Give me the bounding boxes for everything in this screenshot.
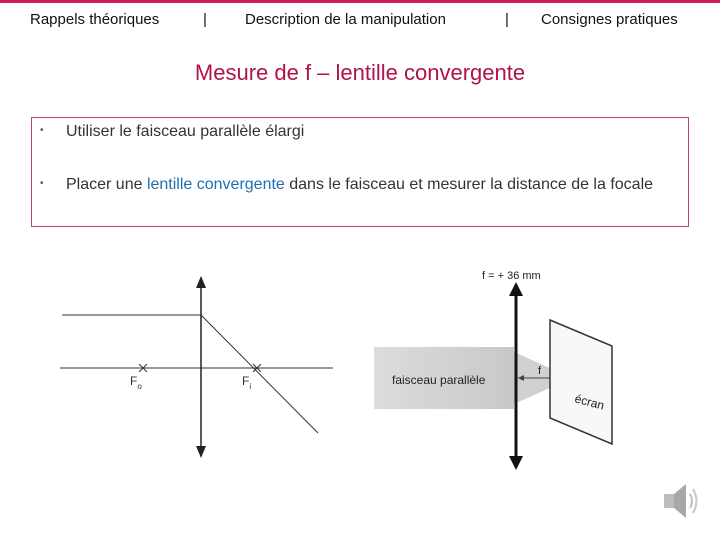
instruction-1: Utiliser le faisceau parallèle élargi [66,123,305,140]
nav-tab-consignes-pratiques[interactable]: Consignes pratiques [541,11,678,28]
instruction-2-end: dans le faisceau et mesurer la distance de la focale [284,176,654,193]
bullet-marker: • [40,125,44,136]
lens-arrow-bottom [196,446,206,458]
focal-length-label: f = + 36 mm [482,270,541,282]
nav-separator: | [505,11,509,28]
nav-tab-rappels-theoriques[interactable]: Rappels théoriques [30,11,160,28]
lens-photo-arrow-top [509,282,523,296]
top-navigation-bar [0,0,720,38]
instruction-2 [66,174,680,196]
slide-title: Mesure de f – lentille convergente [194,60,526,85]
ray-diagram [0,240,350,475]
beam-label: faisceau parallèle [392,373,486,387]
screen-label: écran [573,391,606,413]
speaker-icon[interactable] [660,478,702,526]
experiment-illustration [370,262,630,474]
lens-arrow-top [196,276,206,288]
refracted-ray [201,315,318,433]
lentille-convergente-link[interactable]: lentille convergente [146,176,285,193]
nav-tab-description-manipulation[interactable]: Description de la manipulation [245,11,446,28]
f-label: f [538,365,542,377]
focal-object-label: $F_o$ [130,374,142,391]
nav-separator: | [203,11,207,28]
focal-image-label: $F_i$ [242,374,252,391]
lens-photo-arrow-bottom [509,456,523,470]
bullet-marker: • [40,178,44,189]
instructions-box [31,117,689,227]
instruction-2-start: Placer une [66,176,147,193]
screen [550,320,612,444]
